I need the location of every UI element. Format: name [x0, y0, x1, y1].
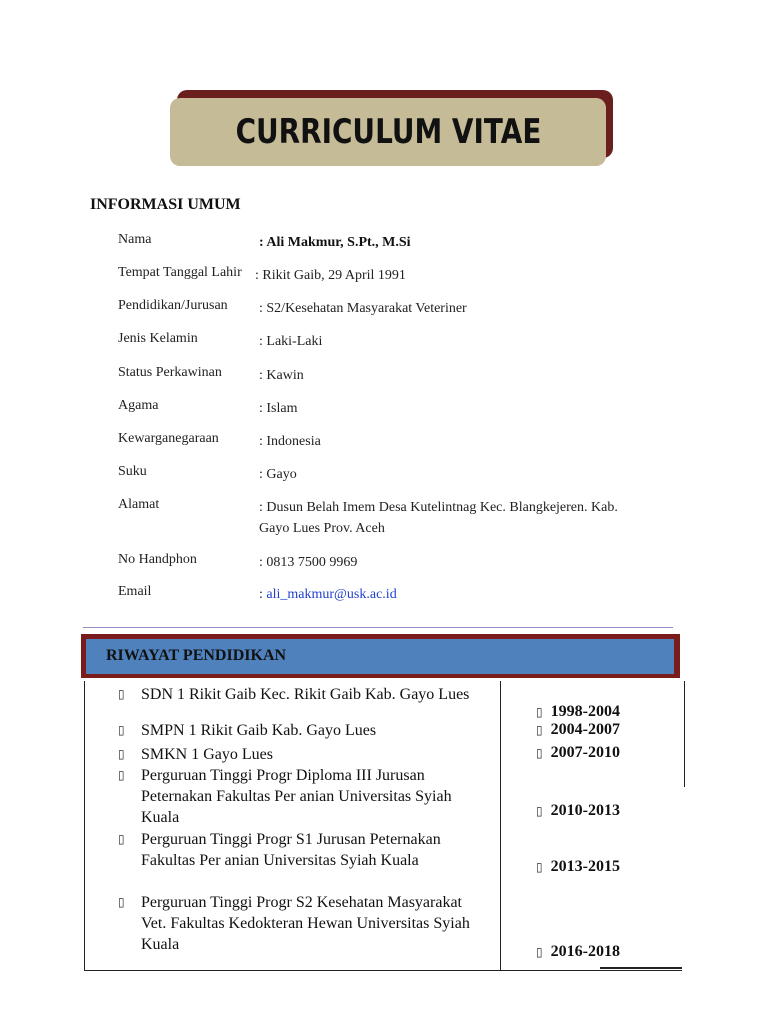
education-year	[536, 943, 620, 961]
info-label: Email	[118, 584, 152, 599]
info-value: : Laki-Laki	[259, 334, 323, 349]
info-value: : Indonesia	[259, 434, 321, 449]
table-border-right	[684, 681, 685, 787]
education-year	[536, 744, 620, 762]
education-year	[536, 858, 620, 876]
table-border-bottom-accent	[600, 967, 682, 969]
table-border-left	[84, 681, 85, 971]
info-label: Kewarganegaraan	[118, 431, 219, 446]
info-value: : Rikit Gaib, 29 April 1991	[255, 268, 406, 283]
info-value: : S2/Kesehatan Masyarakat Veteriner	[259, 301, 467, 316]
info-value: : Gayo	[259, 467, 297, 482]
info-value	[259, 584, 629, 605]
education-year-text: 2010-2013	[550, 802, 620, 819]
education-item-text: SMPN 1 Rikit Gaib Kab. Gayo Lues	[141, 722, 377, 739]
table-border-bottom	[84, 970, 682, 971]
bullet-icon: ▯	[118, 723, 125, 737]
education-year-text: 2007-2010	[550, 744, 620, 761]
education-item-text: Perguruan Tinggi Progr S2 Kesehatan Masyarakat Vet. Fakultas Kedokteran Hewan Universitas Syiah Kuala	[141, 894, 470, 953]
info-value: : Islam	[259, 401, 298, 416]
info-value: : Dusun Belah Imem Desa Kutelintnag Kec. Blangkejeren. Kab. Gayo Lues Prov. Aceh	[259, 500, 618, 536]
info-value: : 0813 7500 9969	[259, 555, 358, 570]
education-year-text: 2004-2007	[550, 721, 620, 738]
info-label: Status Perkawinan	[118, 365, 222, 380]
education-item-text: SDN 1 Rikit Gaib Kec. Rikit Gaib Kab. Gayo Lues	[141, 686, 470, 703]
education-year-text: 1998-2004	[550, 703, 620, 720]
bullet-icon: ▯	[536, 746, 543, 760]
education-year	[536, 703, 620, 721]
info-section-heading: INFORMASI UMUM	[90, 196, 241, 213]
info-value: : Kawin	[259, 368, 304, 383]
education-item-text: Perguruan Tinggi Progr S1 Jurusan Peternakan Fakultas Per anian Universitas Syiah Kuala	[141, 831, 441, 869]
section-divider	[83, 627, 673, 628]
education-item-text: SMKN 1 Gayo Lues	[141, 746, 273, 763]
bullet-icon: ▯	[536, 945, 543, 959]
info-label: Alamat	[118, 497, 160, 512]
bullet-icon: ▯	[118, 768, 125, 782]
education-item-text: Perguruan Tinggi Progr Diploma III Jurusan Peternakan Fakultas Per anian Universitas Syiah Kuala	[141, 767, 452, 826]
bullet-icon: ▯	[118, 895, 125, 909]
bullet-icon: ▯	[536, 860, 543, 874]
education-year-text: 2013-2015	[550, 858, 620, 875]
info-label: Tempat Tanggal Lahir	[118, 265, 242, 280]
info-label: Suku	[118, 464, 147, 479]
bullet-icon: ▯	[118, 747, 125, 761]
bullet-icon: ▯	[536, 804, 543, 818]
info-value: : Ali Makmur, S.Pt., M.Si	[259, 235, 411, 250]
bullet-icon: ▯	[118, 687, 125, 701]
page-title: CURRICULUM VITAE	[235, 112, 541, 152]
info-label: Pendidikan/Jurusan	[118, 298, 228, 313]
education-year	[536, 721, 620, 739]
table-column-divider	[500, 681, 501, 971]
title-banner	[170, 98, 606, 166]
email-prefix: :	[259, 587, 267, 602]
education-section-heading: RIWAYAT PENDIDIKAN	[106, 647, 287, 664]
bullet-icon: ▯	[536, 723, 543, 737]
bullet-icon: ▯	[536, 705, 543, 719]
education-year	[536, 802, 620, 820]
education-year-text: 2016-2018	[550, 943, 620, 960]
info-label: No Handphon	[118, 552, 197, 567]
email-link[interactable]: ali_makmur@usk.ac.id	[266, 587, 397, 602]
info-label: Jenis Kelamin	[118, 331, 198, 346]
info-label: Agama	[118, 398, 159, 413]
info-label: Nama	[118, 232, 152, 247]
bullet-icon: ▯	[118, 832, 125, 846]
